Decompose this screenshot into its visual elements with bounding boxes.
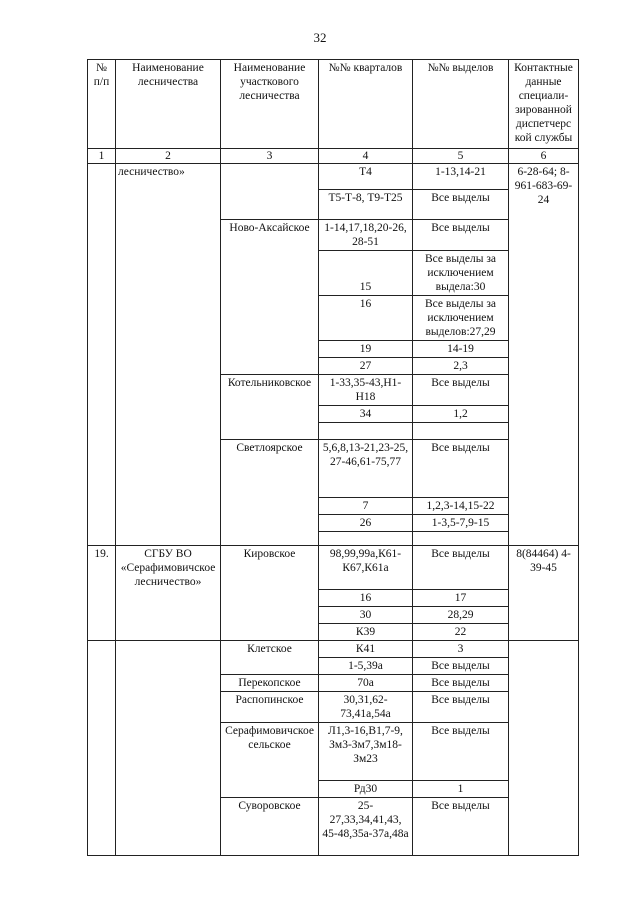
allotments-cell: Все выделы <box>413 723 509 781</box>
contact-cell: 8(84464) 4-39-45 <box>509 546 579 641</box>
allotments-cell: Все выделы <box>413 692 509 723</box>
district-cell: Распопинское <box>221 692 319 723</box>
allotments-cell: 2,3 <box>413 358 509 375</box>
quarters-cell: 1-14,17,18,20-26, 28-51 <box>319 220 413 251</box>
row-number-cell: 19. <box>88 546 116 641</box>
table-header-row <box>88 60 579 149</box>
forestry-name-cell: лесничество» <box>116 164 221 546</box>
column-index: 6 <box>509 149 579 164</box>
column-index: 1 <box>88 149 116 164</box>
district-cell <box>221 164 319 220</box>
district-cell: Серафимовичское сельское <box>221 723 319 798</box>
district-cell: Кировское <box>221 546 319 641</box>
header-contacts: Контактные данные специали-зированной диспетчерс кой службы <box>509 60 579 149</box>
contact-cell: 6-28-64; 8-961-683-69-24 <box>509 164 579 546</box>
allotments-cell: 1-13,14-21 <box>413 164 509 190</box>
quarters-cell: Рд30 <box>319 781 413 798</box>
quarters-cell: К41 <box>319 641 413 658</box>
allotments-cell: Все выделы <box>413 190 509 220</box>
allotments-cell: 1,2,3-14,15-22 <box>413 498 509 515</box>
quarters-cell: 16 <box>319 296 413 341</box>
forestry-table <box>87 59 579 856</box>
quarters-cell: 98,99,99а,К61-К67,К61а <box>319 546 413 590</box>
header-number: № п/п <box>88 60 116 149</box>
column-index: 4 <box>319 149 413 164</box>
forestry-name-cell: СГБУ ВО «Серафимовичское лесничество» <box>116 546 221 641</box>
quarters-cell: 16 <box>319 590 413 607</box>
quarters-cell: 27 <box>319 358 413 375</box>
page-number: 32 <box>313 30 327 45</box>
allotments-cell: Все выделы <box>413 798 509 856</box>
header-forestry: Наименование лесничества <box>116 60 221 149</box>
quarters-cell: 1-5,39а <box>319 658 413 675</box>
quarters-cell: 15 <box>319 251 413 296</box>
district-cell: Котельниковское <box>221 375 319 440</box>
allotments-cell: Все выделы <box>413 658 509 675</box>
allotments-cell: 17 <box>413 590 509 607</box>
quarters-cell: 26 <box>319 515 413 532</box>
quarters-cell: 34 <box>319 406 413 423</box>
quarters-cell: 25-27,33,34,41,43, 45-48,35а-37а,48а <box>319 798 413 856</box>
district-cell: Суворовское <box>221 798 319 856</box>
column-index-row <box>88 149 579 164</box>
column-index: 2 <box>116 149 221 164</box>
quarters-cell: 1-33,35-43,Н1-Н18 <box>319 375 413 406</box>
quarters-cell: 5,6,8,13-21,23-25, 27-46,61-75,77 <box>319 440 413 498</box>
allotments-cell: Все выделы <box>413 546 509 590</box>
allotments-cell <box>413 423 509 440</box>
district-cell: Светлоярское <box>221 440 319 546</box>
row-number-cell <box>88 164 116 546</box>
column-index: 3 <box>221 149 319 164</box>
quarters-cell: 7 <box>319 498 413 515</box>
quarters-cell: Т5-Т-8, Т9-Т25 <box>319 190 413 220</box>
allotments-cell: 28,29 <box>413 607 509 624</box>
allotments-cell: Все выделы за исключением выделов:27,29 <box>413 296 509 341</box>
allotments-cell: 1 <box>413 781 509 798</box>
table-row <box>88 641 579 658</box>
table-row <box>88 546 579 590</box>
district-cell: Ново-Аксайское <box>221 220 319 375</box>
allotments-cell: Все выделы за исключением выдела:30 <box>413 251 509 296</box>
quarters-cell: 30 <box>319 607 413 624</box>
district-cell: Перекопское <box>221 675 319 692</box>
quarters-cell: К39 <box>319 624 413 641</box>
quarters-cell <box>319 532 413 546</box>
allotments-cell: 1,2 <box>413 406 509 423</box>
allotments-cell: Все выделы <box>413 220 509 251</box>
allotments-cell: 22 <box>413 624 509 641</box>
allotments-cell: Все выделы <box>413 375 509 406</box>
allotments-cell: Все выделы <box>413 675 509 692</box>
header-quarters: №№ кварталов <box>319 60 413 149</box>
allotments-cell: Все выделы <box>413 440 509 498</box>
column-index: 5 <box>413 149 509 164</box>
row-number-cell <box>88 641 116 856</box>
table-row <box>88 164 579 190</box>
forestry-name-cell <box>116 641 221 856</box>
quarters-cell: 30,31,62-73,41а,54а <box>319 692 413 723</box>
header-allotments: №№ выделов <box>413 60 509 149</box>
district-cell: Клетское <box>221 641 319 675</box>
allotments-cell: 1-3,5-7,9-15 <box>413 515 509 532</box>
contact-cell <box>509 641 579 856</box>
quarters-cell: Л1,3-16,В1,7-9, Зм3-Зм7,Зм18-Зм23 <box>319 723 413 781</box>
allotments-cell <box>413 532 509 546</box>
header-district-forestry: Наименование участкового лесничества <box>221 60 319 149</box>
allotments-cell: 14-19 <box>413 341 509 358</box>
quarters-cell: Т4 <box>319 164 413 190</box>
quarters-cell <box>319 423 413 440</box>
quarters-cell: 70а <box>319 675 413 692</box>
allotments-cell: 3 <box>413 641 509 658</box>
quarters-cell: 19 <box>319 341 413 358</box>
